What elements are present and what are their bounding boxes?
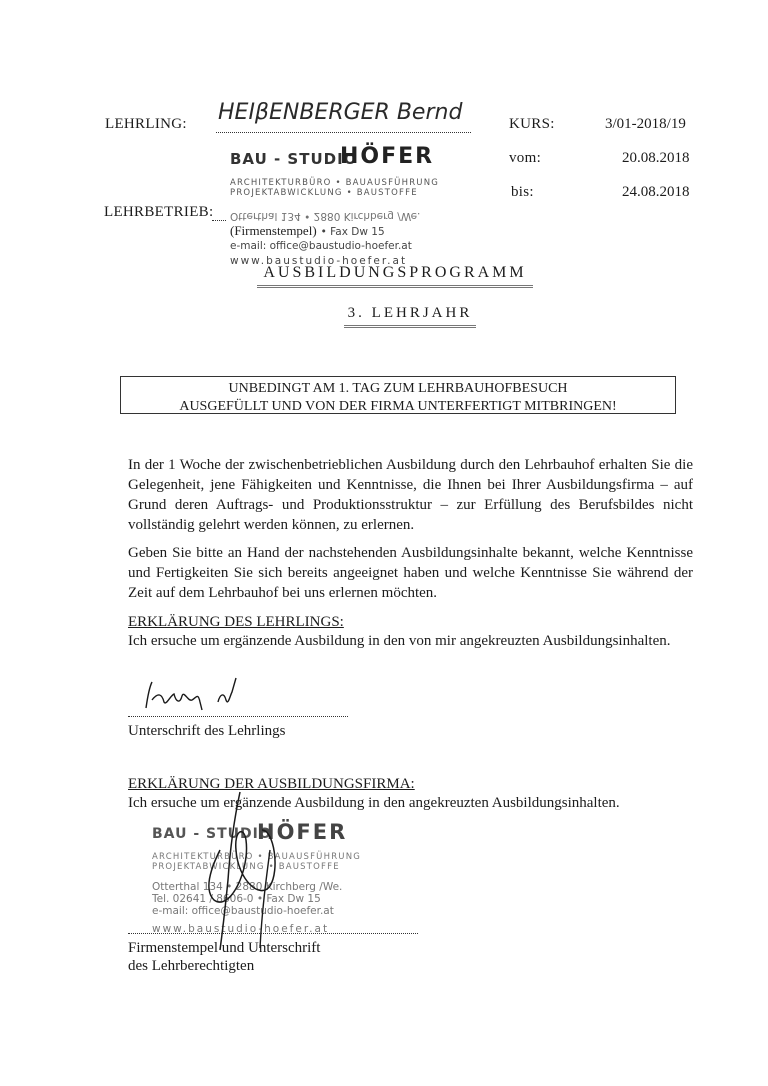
stamp-web: www.baustudio-hoefer.at: [230, 255, 408, 267]
course-label: KURS:: [509, 116, 555, 132]
stamp-bottom-address: Otterthal 134 • 2880 Kirchberg /We.: [152, 881, 343, 893]
stamp-fax: • Fax Dw 15: [320, 226, 385, 238]
company-signature-caption-2: des Lehrberechtigten: [128, 958, 255, 974]
subtitle-block: [0, 304, 768, 328]
stamp-line-2: PROJEKTABWICKLUNG • BAUSTOFFE: [230, 188, 418, 198]
apprentice-declaration-heading: ERKLÄRUNG DES LEHRLINGS:: [128, 614, 344, 630]
company-logo: [230, 142, 440, 176]
company-declaration-text: Ich ersuche um ergänzende Ausbildung in den angekreuzten Ausbildungsinhalten.: [128, 795, 620, 811]
logo-prefix: BAU - STUDIO: [230, 150, 358, 168]
apprentice-name-field: [216, 100, 471, 133]
apprentice-signature: [140, 672, 250, 720]
title-block: [0, 264, 768, 288]
stamp-placeholder: (Firmenstempel): [230, 223, 317, 238]
stamp-bottom-line-1: ARCHITEKTURBÜRO • BAUAUSFÜHRUNG: [152, 852, 362, 862]
logo-brand-bottom: HÖFER: [257, 820, 348, 844]
stamp-email: e-mail: office@baustudio-hoefer.at: [230, 240, 412, 252]
notice-line-2: AUSGEFÜLLT UND VON DER FIRMA UNTERFERTIGT MITBRINGEN!: [179, 399, 617, 414]
notice-box: [120, 376, 676, 414]
page-title: AUSBILDUNGSPROGRAMM: [257, 264, 532, 288]
apprentice-label: LEHRLING:: [105, 116, 187, 132]
from-value: 20.08.2018: [622, 150, 690, 166]
company-stamp-top: [230, 142, 440, 267]
apprentice-signature-caption: Unterschrift des Lehrlings: [128, 723, 286, 739]
notice-line-1: UNBEDINGT AM 1. TAG ZUM LEHRBAUHOFBESUCH: [228, 381, 568, 396]
course-value: 3/01-2018/19: [605, 116, 686, 132]
to-value: 24.08.2018: [622, 184, 690, 200]
stamp-bottom-phone: Tel. 02641 / 8606-0 • Fax Dw 15: [152, 893, 321, 905]
page-subtitle: 3. LEHRJAHR: [344, 305, 477, 328]
company-signature: [190, 790, 310, 960]
company-field-dots: [212, 220, 226, 221]
intro-paragraph: In der 1 Woche der zwischenbetrieblichen Ausbildung durch den Lehrbauhof erhalten Sie die Gelegenheit, jene Fähigkeiten und Kenntnisse, die Ihnen bei Ihrer Ausbildungsfirma – auf Grund deren Auftrags- und Produktionsstruktur – zur Erfüllung des Berufsbildes nicht vollständig gelehrt werden können, zu erlernen.: [128, 457, 693, 533]
apprentice-name: HEIβENBERGER Bernd: [218, 100, 463, 125]
logo-brand: HÖFER: [340, 144, 435, 169]
company-label: LEHRBETRIEB:: [104, 204, 214, 220]
company-declaration-heading: ERKLÄRUNG DER AUSBILDUNGSFIRMA:: [128, 776, 415, 792]
instructions-paragraph: Geben Sie bitte an Hand der nachstehenden Ausbildungsinhalte bekannt, welche Kenntnisse und Fertigkeiten Sie sich bereits angeeignet haben und welche Kenntnisse Sie während der Zeit auf dem Lehrbauhof bei uns erlernen möchten.: [128, 545, 693, 601]
stamp-bottom-line-2: PROJEKTABWICKLUNG • BAUSTOFFE: [152, 862, 340, 872]
logo-prefix-bottom: BAU - STUDIO: [152, 826, 272, 842]
company-signature-line: [128, 933, 418, 934]
apprentice-signature-line: [128, 716, 348, 717]
stamp-address: Otterthal 134 • 2880 Kirchberg /We.: [230, 210, 421, 222]
stamp-bottom-web: www.baustudio-hoefer.at: [152, 923, 330, 935]
to-label: bis:: [511, 184, 534, 200]
stamp-line-1: ARCHITEKTURBÜRO • BAUAUSFÜHRUNG: [230, 178, 440, 188]
company-signature-caption-1: Firmenstempel und Unterschrift: [128, 940, 321, 956]
stamp-bottom-email: e-mail: office@baustudio-hoefer.at: [152, 905, 334, 917]
apprentice-declaration-text: Ich ersuche um ergänzende Ausbildung in den von mir angekreuzten Ausbildungsinhalten.: [128, 633, 671, 649]
from-label: vom:: [509, 150, 542, 166]
